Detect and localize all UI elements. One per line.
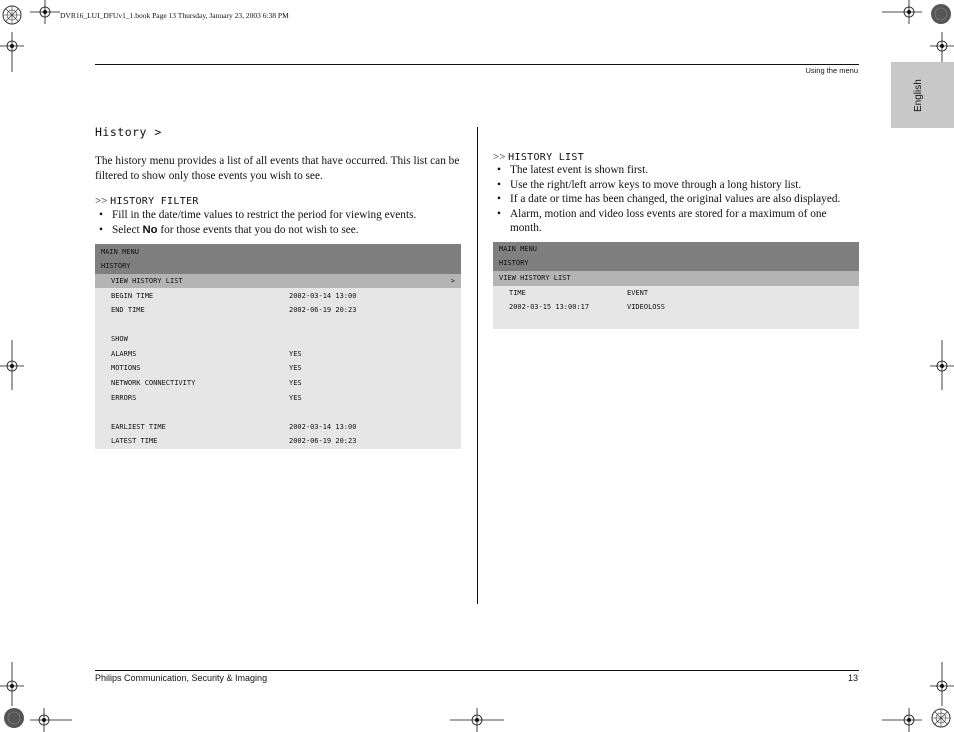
column-header-time: TIME (509, 289, 526, 297)
event-type: VIDEOLOSS (627, 303, 665, 311)
registration-mark-icon (0, 3, 24, 27)
running-header: Using the menu (805, 66, 858, 75)
menu-path-history: HISTORY (101, 262, 131, 270)
crosshair-icon (930, 340, 954, 390)
column-header-event: EVENT (627, 289, 649, 297)
menu-path (95, 244, 461, 274)
motions-row[interactable]: MOTIONS YES (111, 364, 302, 372)
list-item: • Fill in the date/time values to restrict the period for viewing events. (99, 209, 417, 221)
page-number: 13 (847, 673, 858, 683)
errors-row[interactable]: ERRORS YES (111, 394, 302, 402)
filter-bullets (95, 208, 467, 237)
crosshair-icon (30, 708, 72, 732)
earliest-time-row: EARLIEST TIME 2002-03-14 13:00 (111, 423, 357, 431)
table-row[interactable] (493, 303, 859, 315)
crosshair-icon (930, 662, 954, 706)
begin-time-value: 2002-03-14 13:00 (289, 292, 357, 300)
print-info-line: DVR16_LUI_DFUv1_1.book Page 13 Thursday, January 23, 2003 6:38 PM (60, 11, 289, 20)
menu-path-main: MAIN MENU (499, 245, 537, 253)
crosshair-icon (882, 0, 922, 24)
footer-rule (95, 670, 859, 671)
registration-mark-icon (929, 2, 953, 26)
list-item: • The latest event is shown first. (497, 164, 649, 176)
language-tab: English (891, 62, 954, 128)
footer-company: Philips Communication, Security & Imaging (95, 673, 268, 683)
alarms-row[interactable]: ALARMS YES (111, 350, 302, 358)
crosshair-icon (0, 662, 24, 706)
event-time: 2002-03-15 13:00:17 (509, 303, 590, 311)
show-heading: SHOW (111, 335, 128, 343)
history-list-bullets (493, 163, 859, 236)
registration-mark-icon (929, 706, 953, 730)
menu-path (493, 242, 859, 271)
list-item: • Alarm, motion and video loss events are stored for a maximum of one month. (497, 207, 827, 234)
list-item: • Select No for those events that you do not wish to see. (99, 223, 359, 236)
section-title: History > (95, 125, 162, 139)
registration-mark-icon (2, 706, 26, 730)
history-filter-menu-screen (95, 244, 461, 449)
network-connectivity-row[interactable]: NETWORK CONNECTIVITY YES (111, 379, 302, 387)
crosshair-icon (0, 32, 24, 72)
chevron-right-icon: > (450, 277, 455, 285)
end-time-value: 2002-06-19 20:23 (289, 306, 357, 314)
column-divider (477, 127, 478, 604)
list-item: • If a date or time has been changed, the original values are also displayed. (497, 193, 841, 205)
crosshair-icon (30, 0, 60, 24)
history-list-menu-screen (493, 242, 859, 329)
history-list-heading: >> HISTORY LIST (493, 151, 585, 163)
latest-time-row: LATEST TIME 2002-06-19 20:23 (111, 437, 357, 445)
menu-path-history: HISTORY (499, 259, 529, 267)
history-table-header (493, 289, 859, 301)
crosshair-icon (0, 340, 24, 390)
intro-paragraph: The history menu provides a list of all events that have occurred. This list can be filtered to show only those events you wish to see. (95, 155, 460, 182)
header-rule (95, 64, 859, 65)
view-history-list-item[interactable]: VIEW HISTORY LIST > (95, 274, 461, 288)
begin-time-row[interactable]: BEGIN TIME 2002-03-14 13:00 (111, 292, 357, 300)
end-time-row[interactable]: END TIME 2002-06-19 20:23 (111, 306, 357, 314)
view-history-list-item[interactable]: VIEW HISTORY LIST (493, 271, 859, 286)
crosshair-icon (450, 708, 504, 732)
menu-path-main: MAIN MENU (101, 248, 139, 256)
crosshair-icon (882, 708, 922, 732)
list-item: • Use the right/left arrow keys to move through a long history list. (497, 178, 802, 191)
history-filter-heading: >> HISTORY FILTER (95, 195, 199, 207)
